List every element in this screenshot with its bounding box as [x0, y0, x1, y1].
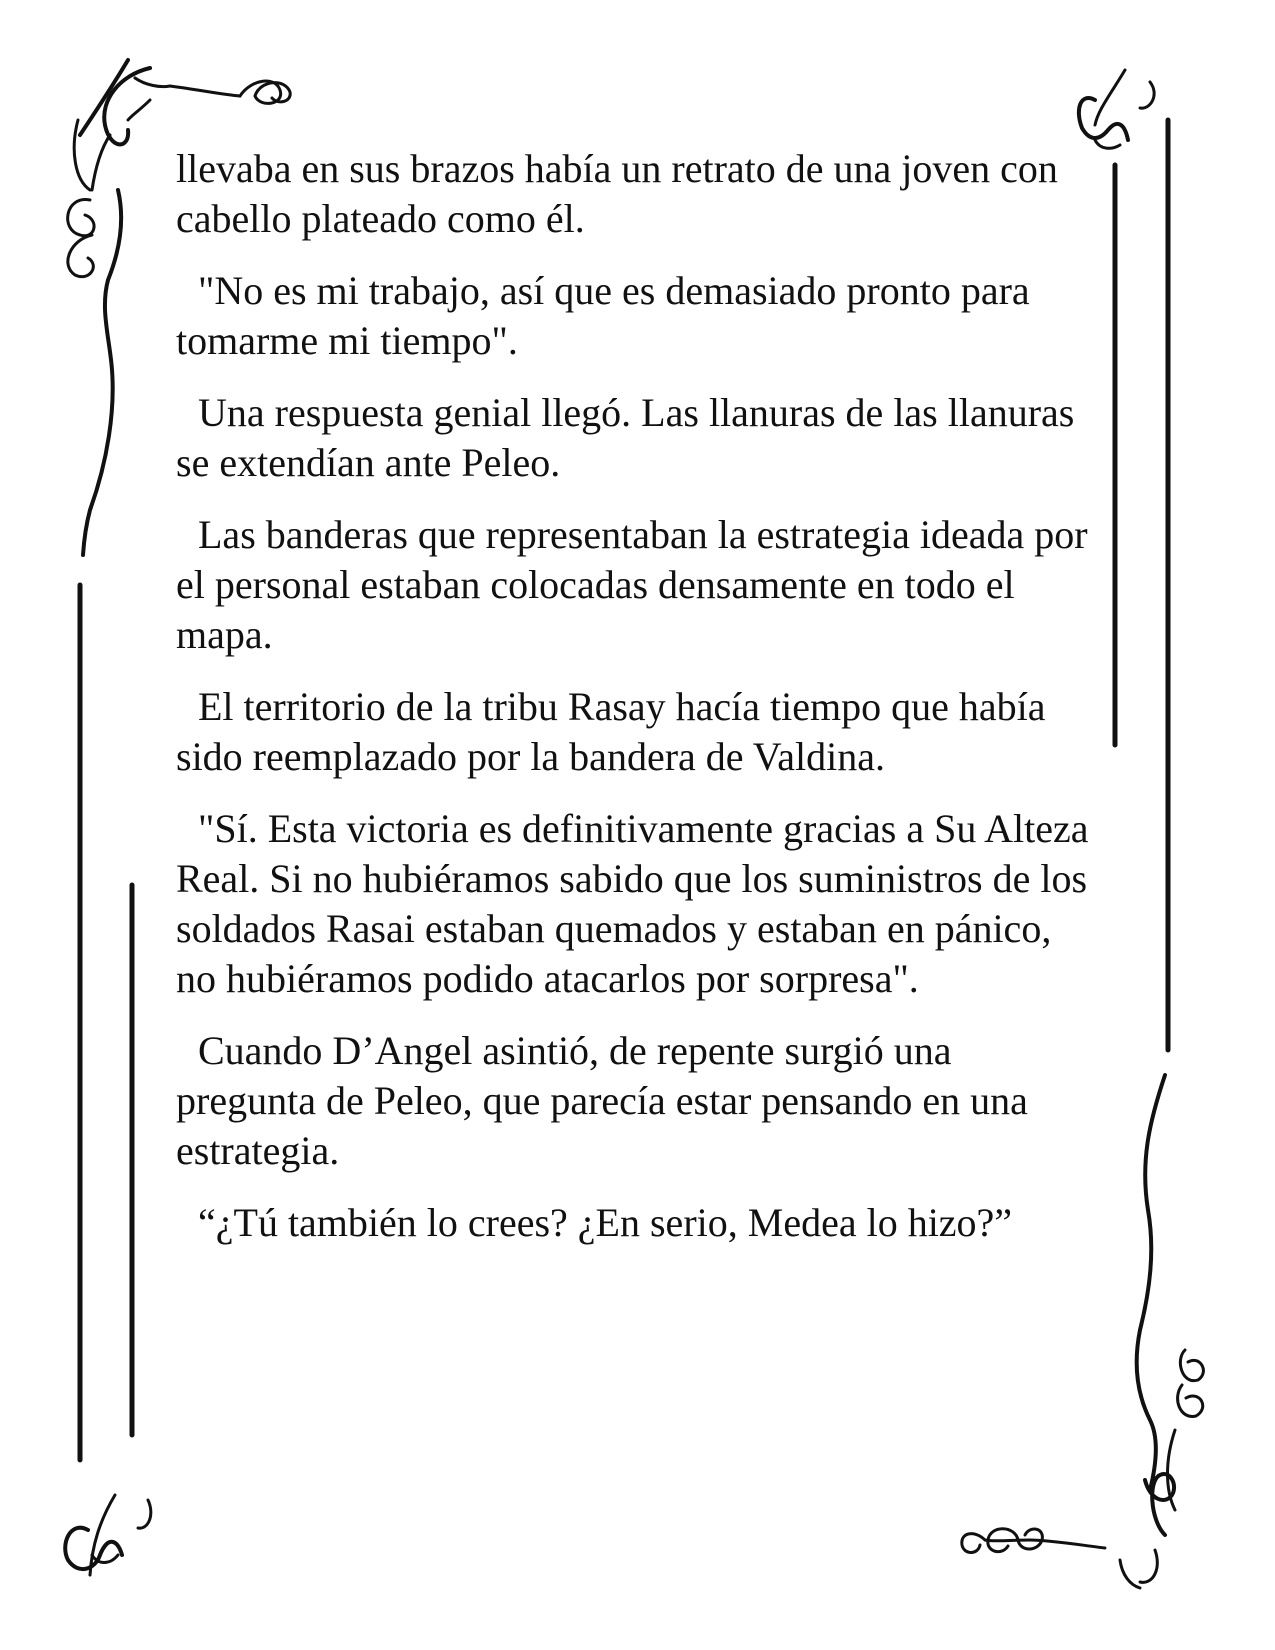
paragraph: Las banderas que representaban la estrategia ideada por el personal estaban colocadas densamente en todo el mapa. — [176, 512, 1088, 657]
bottom-left-flourish-icon — [65, 1495, 151, 1575]
paragraph: "Sí. Esta victoria es definitivamente gracias a Su Alteza Real. Si no hubiéramos sabido que los suministros de los soldados Rasai estaban quemados y estaban en pánico, no hubiéramos podido atacarlos por sorpresa". — [176, 806, 1089, 1001]
top-right-flourish-icon — [1079, 70, 1154, 148]
paragraph: El territorio de la tribu Rasay hacía tiempo que había sido reemplazado por la bandera de Valdina. — [176, 684, 1046, 779]
body-text — [176, 144, 1096, 1270]
paragraph: “¿Tú también lo crees? ¿En serio, Medea lo hizo?” — [198, 1200, 1013, 1245]
paragraph: Una respuesta genial llegó. Las llanuras de las llanuras se extendían ante Peleo. — [176, 390, 1075, 485]
paragraph: Cuando D’Angel asintió, de repente surgió una pregunta de Peleo, que parecía estar pensando en una estrategia. — [176, 1028, 1028, 1173]
paragraph: "No es mi trabajo, así que es demasiado pronto para tomarme mi tiempo". — [176, 268, 1030, 363]
paragraph: llevaba en sus brazos había un retrato de una joven con cabello plateado como él. — [176, 146, 1058, 241]
